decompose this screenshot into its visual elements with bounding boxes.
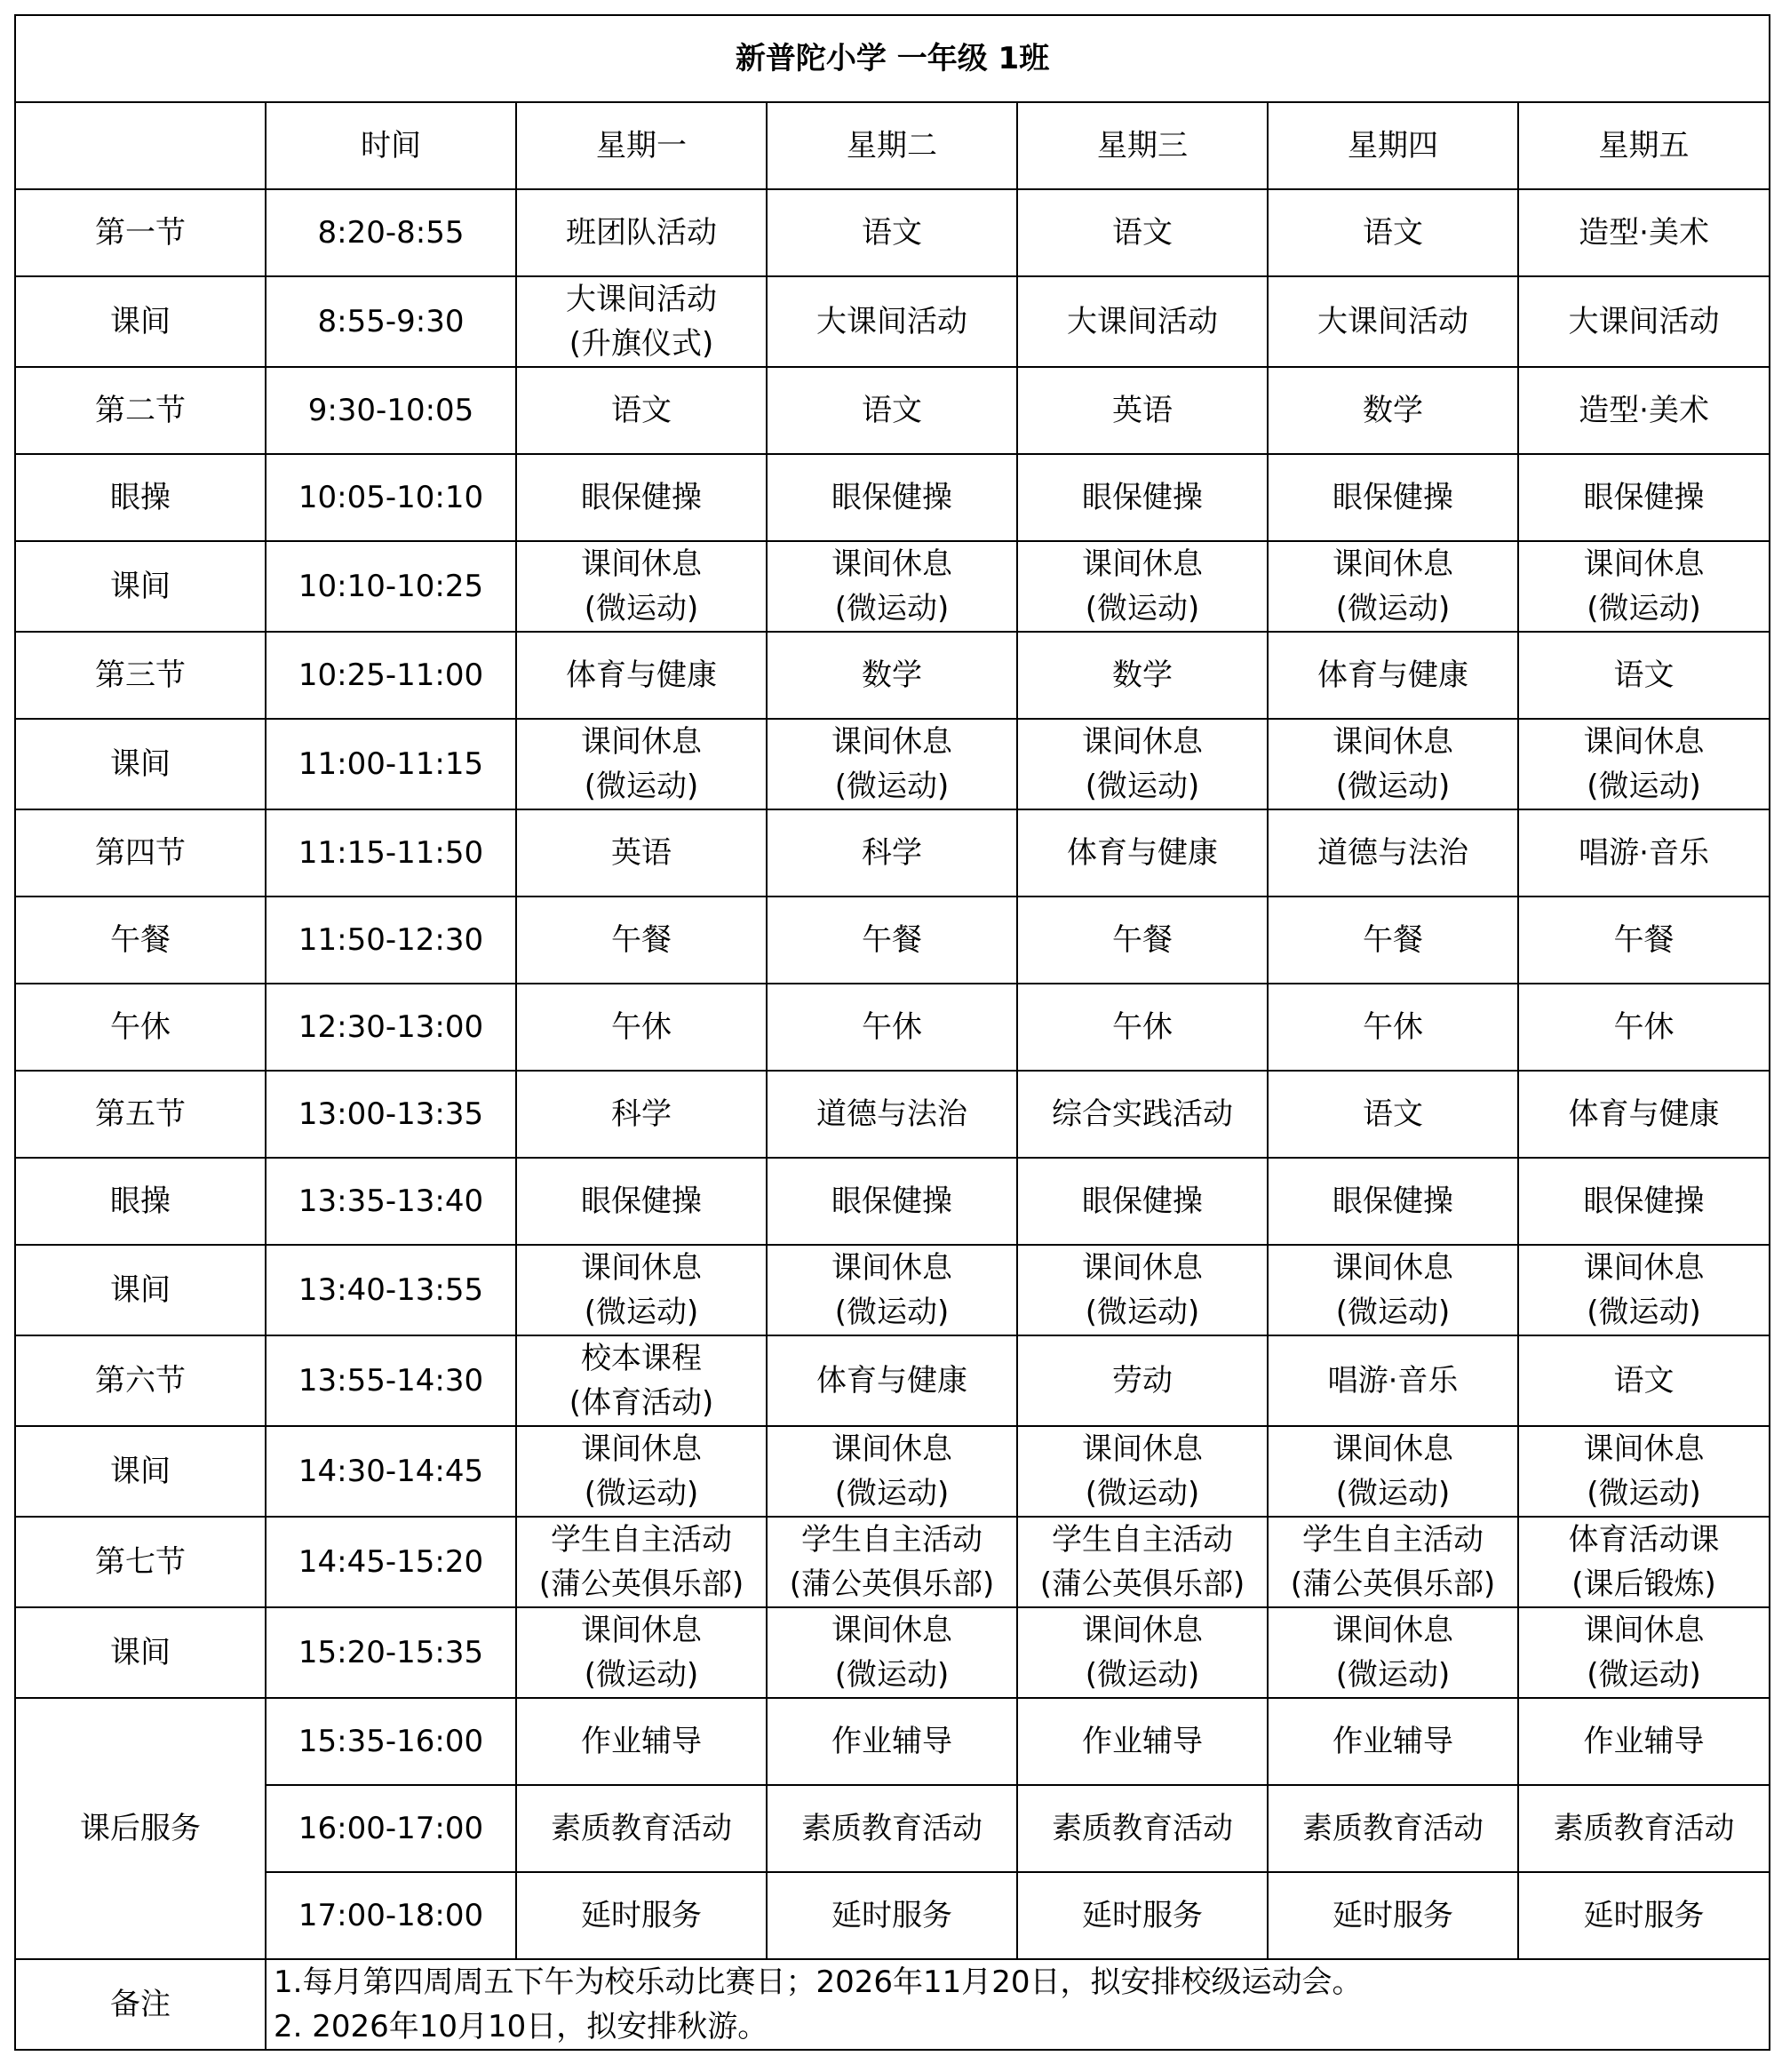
class-cell: 午休 — [1518, 984, 1770, 1071]
schedule-row — [15, 632, 1770, 719]
class-cell: 延时服务 — [767, 1872, 1017, 1959]
class-cell: 课间休息 (微运动) — [1017, 541, 1268, 632]
schedule-row — [15, 1158, 1770, 1245]
class-cell: 延时服务 — [516, 1872, 767, 1959]
class-cell: 课间休息 (微运动) — [516, 541, 767, 632]
class-cell: 造型·美术 — [1518, 189, 1770, 276]
class-cell: 造型·美术 — [1518, 367, 1770, 454]
period-cell: 眼操 — [15, 454, 266, 541]
class-cell: 眼保健操 — [516, 1158, 767, 1245]
timetable — [14, 14, 1770, 2051]
class-cell: 作业辅导 — [767, 1698, 1017, 1785]
class-cell: 素质教育活动 — [1518, 1785, 1770, 1872]
class-cell: 午餐 — [1268, 897, 1518, 984]
class-cell: 体育与健康 — [1017, 809, 1268, 897]
class-cell: 道德与法治 — [1268, 809, 1518, 897]
class-cell: 英语 — [1017, 367, 1268, 454]
time-cell: 15:35-16:00 — [266, 1698, 516, 1785]
header-cell — [15, 102, 266, 189]
header-row — [15, 102, 1770, 189]
class-cell: 英语 — [516, 809, 767, 897]
class-cell: 体育与健康 — [1518, 1071, 1770, 1158]
class-cell: 数学 — [1017, 632, 1268, 719]
time-cell: 10:05-10:10 — [266, 454, 516, 541]
class-cell: 课间休息 (微运动) — [1017, 1245, 1268, 1335]
class-cell: 大课间活动 — [1017, 276, 1268, 367]
schedule-row — [15, 897, 1770, 984]
period-cell: 第六节 — [15, 1335, 266, 1426]
class-cell: 午休 — [1268, 984, 1518, 1071]
class-cell: 眼保健操 — [1017, 1158, 1268, 1245]
header-cell: 星期三 — [1017, 102, 1268, 189]
class-cell: 劳动 — [1017, 1335, 1268, 1426]
class-cell: 眼保健操 — [1518, 1158, 1770, 1245]
time-cell: 14:30-14:45 — [266, 1426, 516, 1517]
period-cell: 课间 — [15, 541, 266, 632]
class-cell: 语文 — [516, 367, 767, 454]
period-cell: 第二节 — [15, 367, 266, 454]
class-cell: 午餐 — [1017, 897, 1268, 984]
header-cell: 星期五 — [1518, 102, 1770, 189]
class-cell: 体育与健康 — [516, 632, 767, 719]
class-cell: 大课间活动 — [767, 276, 1017, 367]
header-cell: 时间 — [266, 102, 516, 189]
class-cell: 体育与健康 — [767, 1335, 1017, 1426]
class-cell: 午餐 — [516, 897, 767, 984]
note-line: 2. 2026年10月10日，拟安排秋游。 — [274, 2009, 768, 2044]
schedule-row — [15, 367, 1770, 454]
period-cell: 午餐 — [15, 897, 266, 984]
after-school-label: 课后服务 — [15, 1698, 266, 1959]
time-cell: 11:00-11:15 — [266, 719, 516, 809]
schedule-row — [15, 984, 1770, 1071]
class-cell: 素质教育活动 — [1017, 1785, 1268, 1872]
schedule-row — [15, 1607, 1770, 1698]
class-cell: 数学 — [1268, 367, 1518, 454]
after-school-row — [15, 1872, 1770, 1959]
class-cell: 语文 — [767, 367, 1017, 454]
period-cell: 课间 — [15, 276, 266, 367]
class-cell: 素质教育活动 — [1268, 1785, 1518, 1872]
class-cell: 眼保健操 — [1518, 454, 1770, 541]
period-cell: 午休 — [15, 984, 266, 1071]
class-cell: 唱游·音乐 — [1268, 1335, 1518, 1426]
title-row — [15, 15, 1770, 102]
class-cell: 午休 — [767, 984, 1017, 1071]
class-cell: 课间休息 (微运动) — [1017, 1607, 1268, 1698]
time-cell: 10:10-10:25 — [266, 541, 516, 632]
class-cell: 语文 — [1268, 189, 1518, 276]
class-cell: 课间休息 (微运动) — [1518, 1426, 1770, 1517]
class-cell: 班团队活动 — [516, 189, 767, 276]
class-cell: 课间休息 (微运动) — [767, 719, 1017, 809]
class-cell: 课间休息 (微运动) — [516, 1245, 767, 1335]
class-cell: 学生自主活动 (蒲公英俱乐部) — [516, 1517, 767, 1607]
class-cell: 课间休息 (微运动) — [516, 1426, 767, 1517]
schedule-row — [15, 276, 1770, 367]
class-cell: 学生自主活动 (蒲公英俱乐部) — [1268, 1517, 1518, 1607]
time-cell: 13:00-13:35 — [266, 1071, 516, 1158]
class-cell: 科学 — [767, 809, 1017, 897]
period-cell: 课间 — [15, 719, 266, 809]
timetable-body — [15, 15, 1770, 2050]
schedule-row — [15, 454, 1770, 541]
class-cell: 课间休息 (微运动) — [1268, 1607, 1518, 1698]
time-cell: 11:15-11:50 — [266, 809, 516, 897]
class-cell: 语文 — [1017, 189, 1268, 276]
time-cell: 11:50-12:30 — [266, 897, 516, 984]
header-cell: 星期四 — [1268, 102, 1518, 189]
period-cell: 课间 — [15, 1245, 266, 1335]
class-cell: 作业辅导 — [1268, 1698, 1518, 1785]
class-cell: 课间休息 (微运动) — [767, 1426, 1017, 1517]
class-cell: 唱游·音乐 — [1518, 809, 1770, 897]
class-cell: 课间休息 (微运动) — [767, 541, 1017, 632]
class-cell: 体育与健康 — [1268, 632, 1518, 719]
class-cell: 眼保健操 — [767, 1158, 1017, 1245]
class-cell: 课间休息 (微运动) — [516, 719, 767, 809]
class-cell: 午餐 — [767, 897, 1017, 984]
time-cell: 13:55-14:30 — [266, 1335, 516, 1426]
time-cell: 10:25-11:00 — [266, 632, 516, 719]
schedule-row — [15, 189, 1770, 276]
class-cell: 课间休息 (微运动) — [516, 1607, 767, 1698]
after-school-row — [15, 1698, 1770, 1785]
class-cell: 大课间活动 (升旗仪式) — [516, 276, 767, 367]
time-cell: 17:00-18:00 — [266, 1872, 516, 1959]
schedule-row — [15, 1426, 1770, 1517]
time-cell: 14:45-15:20 — [266, 1517, 516, 1607]
class-cell: 课间休息 (微运动) — [1268, 1426, 1518, 1517]
class-cell: 作业辅导 — [1017, 1698, 1268, 1785]
class-cell: 学生自主活动 (蒲公英俱乐部) — [767, 1517, 1017, 1607]
header-cell: 星期二 — [767, 102, 1017, 189]
class-cell: 课间休息 (微运动) — [767, 1245, 1017, 1335]
class-cell: 课间休息 (微运动) — [767, 1607, 1017, 1698]
time-cell: 8:55-9:30 — [266, 276, 516, 367]
time-cell: 12:30-13:00 — [266, 984, 516, 1071]
notes-label: 备注 — [15, 1959, 266, 2050]
time-cell: 16:00-17:00 — [266, 1785, 516, 1872]
period-cell: 第三节 — [15, 632, 266, 719]
schedule-row — [15, 809, 1770, 897]
class-cell: 作业辅导 — [1518, 1698, 1770, 1785]
schedule-row — [15, 719, 1770, 809]
class-cell: 课间休息 (微运动) — [1518, 719, 1770, 809]
class-cell: 眼保健操 — [1017, 454, 1268, 541]
class-cell: 体育活动课 (课后锻炼) — [1518, 1517, 1770, 1607]
notes-content — [266, 1959, 1770, 2050]
schedule-row — [15, 1517, 1770, 1607]
schedule-row — [15, 1071, 1770, 1158]
class-cell: 语文 — [1268, 1071, 1518, 1158]
period-cell: 课间 — [15, 1426, 266, 1517]
class-cell: 课间休息 (微运动) — [1017, 1426, 1268, 1517]
class-cell: 综合实践活动 — [1017, 1071, 1268, 1158]
class-cell: 课间休息 (微运动) — [1268, 541, 1518, 632]
note-line: 1.每月第四周周五下午为校乐动比赛日；2026年11月20日，拟安排校级运动会。 — [274, 1964, 1363, 2000]
period-cell: 第一节 — [15, 189, 266, 276]
class-cell: 延时服务 — [1268, 1872, 1518, 1959]
class-cell: 语文 — [1518, 632, 1770, 719]
class-cell: 午休 — [1017, 984, 1268, 1071]
class-cell: 午休 — [516, 984, 767, 1071]
class-cell: 大课间活动 — [1268, 276, 1518, 367]
time-cell: 8:20-8:55 — [266, 189, 516, 276]
class-cell: 数学 — [767, 632, 1017, 719]
table-title: 新普陀小学 一年级 1班 — [15, 15, 1770, 102]
period-cell: 眼操 — [15, 1158, 266, 1245]
schedule-row — [15, 541, 1770, 632]
period-cell: 课间 — [15, 1607, 266, 1698]
class-cell: 素质教育活动 — [516, 1785, 767, 1872]
time-cell: 15:20-15:35 — [266, 1607, 516, 1698]
time-cell: 13:35-13:40 — [266, 1158, 516, 1245]
class-cell: 课间休息 (微运动) — [1268, 719, 1518, 809]
class-cell: 眼保健操 — [1268, 454, 1518, 541]
class-cell: 语文 — [767, 189, 1017, 276]
class-cell: 作业辅导 — [516, 1698, 767, 1785]
notes-row — [15, 1959, 1770, 2050]
class-cell: 课间休息 (微运动) — [1518, 1607, 1770, 1698]
time-cell: 13:40-13:55 — [266, 1245, 516, 1335]
header-cell: 星期一 — [516, 102, 767, 189]
class-cell: 语文 — [1518, 1335, 1770, 1426]
class-cell: 大课间活动 — [1518, 276, 1770, 367]
class-cell: 课间休息 (微运动) — [1017, 719, 1268, 809]
class-cell: 科学 — [516, 1071, 767, 1158]
class-cell: 课间休息 (微运动) — [1268, 1245, 1518, 1335]
class-cell: 课间休息 (微运动) — [1518, 541, 1770, 632]
schedule-row — [15, 1245, 1770, 1335]
class-cell: 眼保健操 — [516, 454, 767, 541]
time-cell: 9:30-10:05 — [266, 367, 516, 454]
class-cell: 眼保健操 — [767, 454, 1017, 541]
after-school-row — [15, 1785, 1770, 1872]
class-cell: 学生自主活动 (蒲公英俱乐部) — [1017, 1517, 1268, 1607]
period-cell: 第七节 — [15, 1517, 266, 1607]
class-cell: 道德与法治 — [767, 1071, 1017, 1158]
class-cell: 眼保健操 — [1268, 1158, 1518, 1245]
schedule-row — [15, 1335, 1770, 1426]
class-cell: 素质教育活动 — [767, 1785, 1017, 1872]
class-cell: 延时服务 — [1518, 1872, 1770, 1959]
class-cell: 课间休息 (微运动) — [1518, 1245, 1770, 1335]
class-cell: 延时服务 — [1017, 1872, 1268, 1959]
period-cell: 第四节 — [15, 809, 266, 897]
period-cell: 第五节 — [15, 1071, 266, 1158]
class-cell: 校本课程 (体育活动) — [516, 1335, 767, 1426]
class-cell: 午餐 — [1518, 897, 1770, 984]
